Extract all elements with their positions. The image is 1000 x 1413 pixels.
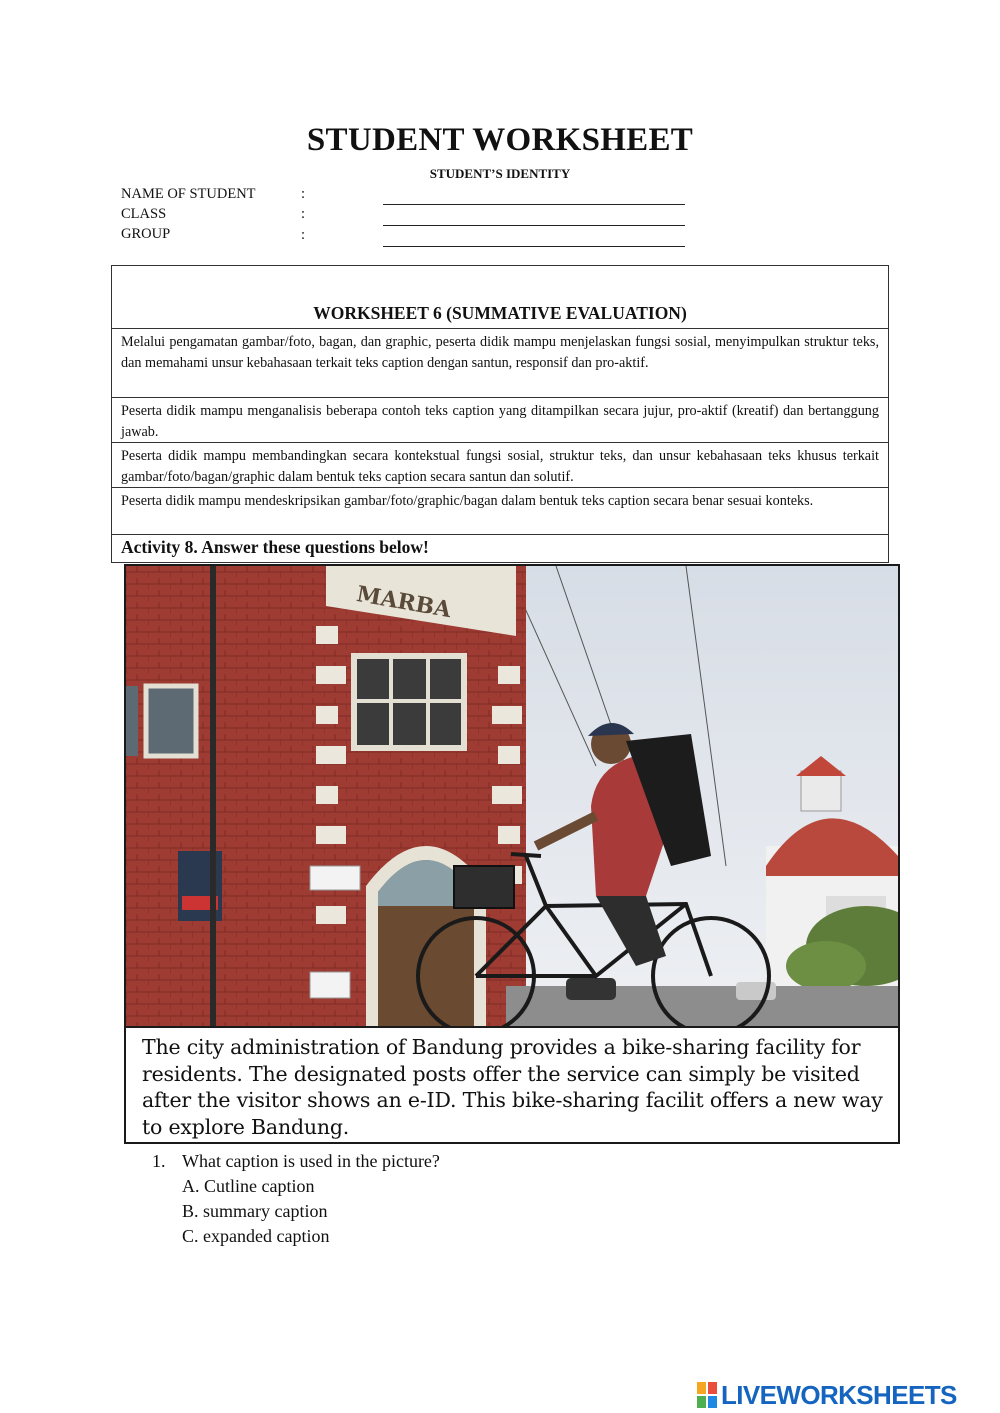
page-title: STUDENT WORKSHEET bbox=[306, 122, 694, 158]
option-a[interactable]: A. Cutline caption bbox=[182, 1176, 315, 1196]
option-b[interactable]: B. summary caption bbox=[182, 1201, 328, 1221]
question-number: 1. bbox=[152, 1151, 166, 1171]
marba-building bbox=[126, 566, 526, 1028]
building-sign: MARBA bbox=[354, 581, 453, 624]
name-colon: : bbox=[301, 186, 306, 202]
option-c[interactable]: C. expanded caption bbox=[182, 1226, 330, 1246]
liveworksheets-logo[interactable] bbox=[697, 1378, 957, 1412]
question-text: What caption is used in the picture? bbox=[182, 1151, 440, 1171]
group-answer-line[interactable] bbox=[383, 246, 685, 247]
photo-caption: The city administration of Bandung provides a bike-sharing facility for residents. The designated posts offer the service can simply be visited after the visitor shows an e-ID. This bike-sharing facilit offers a new way to explore Bandung. bbox=[126, 1026, 898, 1142]
identity-subtitle: STUDENT’S IDENTITY bbox=[429, 166, 571, 181]
class-answer-line[interactable] bbox=[383, 225, 685, 226]
group-colon: : bbox=[301, 227, 306, 243]
liveworksheets-wordmark: LIVEWORKSHEETS bbox=[721, 1380, 957, 1410]
name-answer-line[interactable] bbox=[383, 204, 685, 205]
objective-3: Peserta didik mampu membandingkan secara kontekstual fungsi sosial, struktur teks, dan unsur kebahasaan teks khusus terkait gambar/foto/bagan/graphic dalam bentuk teks caption secara santun dan solutif. bbox=[112, 442, 888, 488]
liveworksheets-mark-icon bbox=[697, 1382, 717, 1408]
objective-1: Melalui pengamatan gambar/foto, bagan, dan graphic, peserta didik mampu menjelaskan fungsi sosial, menyimpulkan struktur teks, dan memahami unsur kebahasaan terkait teks caption dengan santun, responsif dan pro-aktif. bbox=[112, 328, 888, 398]
objective-4: Peserta didik mampu mendeskripsikan gambar/foto/graphic/bagan dalam bentuk teks caption secara benar sesuai konteks. bbox=[112, 487, 888, 534]
class-colon: : bbox=[301, 206, 306, 222]
objective-2: Peserta didik mampu menganalisis beberapa contoh teks caption yang ditampilkan secara jujur, pro-aktif (kreatif) dan bertanggung jawab. bbox=[112, 397, 888, 443]
activity-heading: Activity 8. Answer these questions below! bbox=[112, 534, 888, 558]
photo-illustration bbox=[126, 566, 898, 1028]
worksheet-heading: WORKSHEET 6 (SUMMATIVE EVALUATION) bbox=[313, 303, 687, 323]
name-label: NAME OF STUDENT bbox=[121, 186, 256, 202]
bike-sharing-photo bbox=[124, 564, 900, 1144]
worksheet-box bbox=[111, 265, 889, 563]
group-label: GROUP bbox=[121, 226, 171, 242]
class-label: CLASS bbox=[121, 206, 167, 222]
